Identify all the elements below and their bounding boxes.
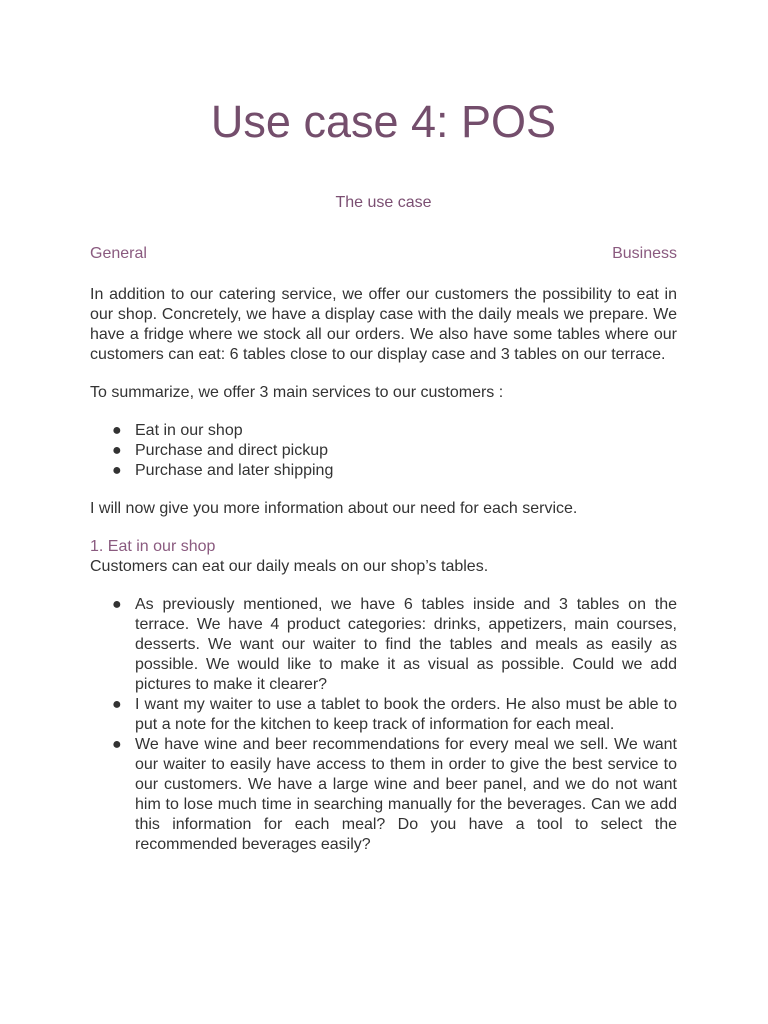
- document-body: [90, 285, 677, 855]
- section-heading: 1. Eat in our shop: [90, 538, 216, 555]
- summary-paragraph: To summarize, we offer 3 main services to our customers :: [90, 384, 504, 401]
- list-item: [90, 595, 677, 695]
- bullet-icon: ●: [112, 442, 122, 459]
- transition-paragraph: I will now give you more information about our need for each service.: [90, 500, 578, 517]
- bullet-icon: ●: [112, 736, 122, 753]
- list-item: [90, 421, 677, 441]
- list-item-text: Purchase and later shipping: [135, 462, 334, 479]
- document-title: Use case 4: POS: [210, 96, 557, 147]
- list-item-text: Eat in our shop: [135, 422, 243, 439]
- intro-paragraph: In addition to our catering service, we offer our customers the possibility to eat in our shop. Concretely, we have a display case with the daily meals we prepare. We have a fridge where we stock all our orders. We also have some tables where our customers can eat: 6 tables close to our display case and 3 tables on our terrace.: [90, 286, 677, 363]
- section-intro-paragraph: Customers can eat our daily meals on our shop’s tables.: [90, 558, 489, 575]
- meta-right-label: Business: [612, 245, 677, 262]
- services-list: [90, 421, 677, 481]
- document-subtitle: The use case: [335, 194, 432, 211]
- bullet-icon: ●: [112, 422, 122, 439]
- bullet-icon: ●: [112, 696, 122, 713]
- list-item: [90, 441, 677, 461]
- bullet-icon: ●: [112, 596, 122, 613]
- list-item-text: Purchase and direct pickup: [135, 442, 328, 459]
- list-item: [90, 735, 677, 855]
- bullet-icon: ●: [112, 462, 122, 479]
- meta-row: [90, 244, 677, 264]
- list-item: [90, 695, 677, 735]
- list-item: [90, 461, 677, 481]
- list-item-text: I want my waiter to use a tablet to book the orders. He also must be able to put a note for the kitchen to keep track of information for each meal.: [135, 696, 677, 733]
- list-item-text: As previously mentioned, we have 6 tables inside and 3 tables on the terrace. We have 4 product categories: drinks, appetizers, main courses, desserts. We want our waiter to find the tables and meals as easily as possible. We would like to make it as visual as possible. Could we add pictures to make it clearer?: [135, 596, 677, 693]
- section-points-list: [90, 595, 677, 855]
- list-item-text: We have wine and beer recommendations for every meal we sell. We want our waiter to easily have access to them in order to give the best service to our customers. We have a large wine and beer panel, and we do not want him to lose much time in searching manually for the beverages. Can we add this information for each meal? Do you have a tool to select the recommended beverages easily?: [135, 736, 677, 853]
- meta-left-label: General: [90, 245, 147, 262]
